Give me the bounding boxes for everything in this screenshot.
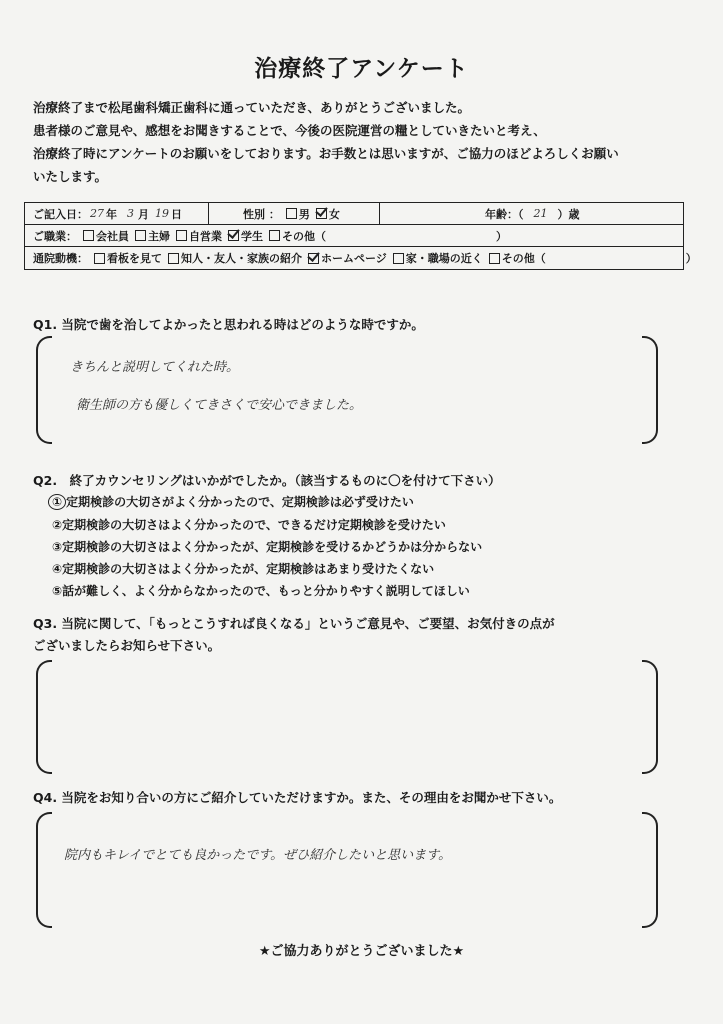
- age-label: 年齢：（: [485, 207, 524, 221]
- survey-title: 治療終了アンケート: [254, 56, 469, 82]
- occupation-student-checkbox[interactable]: [228, 230, 239, 241]
- q3-bracket-left: [36, 660, 52, 774]
- occupation-housewife-checkbox[interactable]: [135, 230, 146, 241]
- gender-label: 性別 ：: [243, 207, 280, 221]
- q2-option-4[interactable]: [52, 560, 434, 577]
- info-row-occupation: [25, 225, 683, 247]
- thanks-message: ★ご協力ありがとうございました★: [258, 944, 465, 959]
- occupation-field: [33, 225, 507, 246]
- info-row-date-gender-age: [25, 203, 683, 225]
- date-field[interactable]: [33, 203, 182, 224]
- occupation-company-checkbox[interactable]: [83, 230, 94, 241]
- occupation-other-checkbox[interactable]: [269, 230, 280, 241]
- occupation-option: 学生: [241, 229, 263, 243]
- q2-option-number: ④: [52, 562, 63, 576]
- age-field[interactable]: [485, 203, 580, 224]
- motive-other-checkbox[interactable]: [489, 253, 500, 264]
- q2-question: Q2. 終了カウンセリングはいかがでしたか。（該当するものに〇を付けて下さい）: [33, 473, 501, 488]
- q3-bracket-right: [642, 660, 658, 774]
- occupation-selfemployed-checkbox[interactable]: [176, 230, 187, 241]
- q1-bracket-left: [36, 336, 52, 444]
- q2-option-number: ③: [52, 540, 63, 554]
- q2-option-number-selected: ①: [48, 494, 66, 510]
- q2-option-number: ②: [52, 518, 63, 532]
- motive-option: 知人・友人・家族の紹介: [181, 252, 302, 265]
- q2-option-text: 話が難しく、よく分からなかったので、もっと分かりやすく説明してほしい: [62, 584, 470, 598]
- motive-option: ホームページ: [321, 252, 387, 265]
- intro-text: [33, 96, 683, 188]
- q2-option-3[interactable]: [52, 538, 482, 555]
- date-day-value: 19: [155, 207, 169, 220]
- q1-answer-area[interactable]: [54, 336, 640, 444]
- q2-option-2[interactable]: [52, 516, 446, 533]
- motive-nearby-checkbox[interactable]: [393, 253, 404, 264]
- intro-line: いたします。: [33, 169, 108, 184]
- q1-answer-line: 衛生師の方も優しくてきさくで安心できました。: [76, 398, 363, 413]
- age-unit: ）歳: [557, 207, 580, 221]
- occupation-label: ご職業：: [33, 229, 77, 243]
- motive-option: 看板を見て: [107, 252, 162, 265]
- gender-male-label: 男: [298, 207, 310, 221]
- q2-option-text: 定期検診の大切さはよく分かったので、できるだけ定期検診を受けたい: [62, 518, 446, 532]
- day-unit: 日: [171, 207, 182, 221]
- gender-female-label: 女: [328, 207, 340, 221]
- q2-option-text: 定期検診の大切さがよく分かったので、定期検診は必ず受けたい: [66, 495, 414, 509]
- motive-homepage-checkbox[interactable]: [308, 253, 319, 264]
- occupation-option: 会社員: [96, 229, 129, 243]
- q4-answer-line: 院内もキレイでとても良かったです。ぜひ紹介したいと思います。: [64, 848, 452, 863]
- occupation-option: 主婦: [148, 229, 170, 243]
- date-label: ご記入日：: [33, 207, 88, 221]
- motive-close-paren: ）: [685, 252, 697, 265]
- year-unit: 年: [106, 207, 117, 221]
- q4-answer-area[interactable]: [54, 812, 640, 928]
- intro-line: 患者様のご意見や、感想をお聞きすることで、今後の医院運営の糧としていきたいと考え、: [33, 123, 546, 138]
- q4-question: Q4. 当院をお知り合いの方にご紹介していただけますか。また、その理由をお聞かせ下さい。: [33, 790, 562, 805]
- date-month-value: 3: [127, 207, 134, 220]
- respondent-info-table: [24, 202, 697, 270]
- motive-field: [33, 247, 697, 269]
- q4-bracket-right: [642, 812, 658, 928]
- q3-question-line2: ございましたらお知らせ下さい。: [33, 638, 221, 653]
- q3-answer-area[interactable]: [54, 660, 640, 774]
- gender-field: [243, 203, 340, 224]
- motive-label: 通院動機：: [33, 252, 88, 265]
- occupation-option: 自営業: [189, 229, 222, 243]
- q2-option-5[interactable]: [52, 582, 470, 599]
- age-value: 21: [533, 207, 548, 220]
- q2-option-text: 定期検診の大切さはよく分かったが、定期検診はあまり受けたくない: [62, 562, 435, 576]
- q1-answer-line: きちんと説明してくれた時。: [70, 360, 240, 375]
- occupation-close-paren: ）: [496, 229, 507, 243]
- motive-option: 家・職場の近く: [405, 252, 483, 265]
- q2-option-number: ⑤: [52, 584, 63, 598]
- motive-referral-checkbox[interactable]: [168, 253, 179, 264]
- intro-line: 治療終了時にアンケートのお願いをしております。お手数とは思いますが、ご協力のほどよろしくお願い: [33, 146, 619, 161]
- occupation-option: その他（: [282, 229, 326, 243]
- q1-bracket-right: [642, 336, 658, 444]
- motive-option: その他（: [501, 252, 546, 265]
- motive-signboard-checkbox[interactable]: [94, 253, 105, 264]
- q3-question-line1: Q3. 当院に関して、「もっとこうすれば良くなる」というご意見や、ご要望、お気付きの点が: [33, 616, 555, 631]
- q2-option-text: 定期検診の大切さはよく分かったが、定期検診を受けるかどうかは分からない: [62, 540, 483, 554]
- q1-question: Q1. 当院で歯を治してよかったと思われる時はどのような時ですか。: [33, 317, 424, 332]
- month-unit: 月: [138, 207, 149, 221]
- info-row-motive: [25, 247, 697, 269]
- date-year-value: 27: [90, 207, 104, 220]
- gender-male-checkbox[interactable]: [286, 208, 297, 219]
- q2-option-1[interactable]: [52, 493, 414, 510]
- gender-female-checkbox[interactable]: [316, 208, 327, 219]
- q4-bracket-left: [36, 812, 52, 928]
- intro-line: 治療終了まで松尾歯科矯正歯科に通っていただき、ありがとうございました。: [33, 100, 471, 115]
